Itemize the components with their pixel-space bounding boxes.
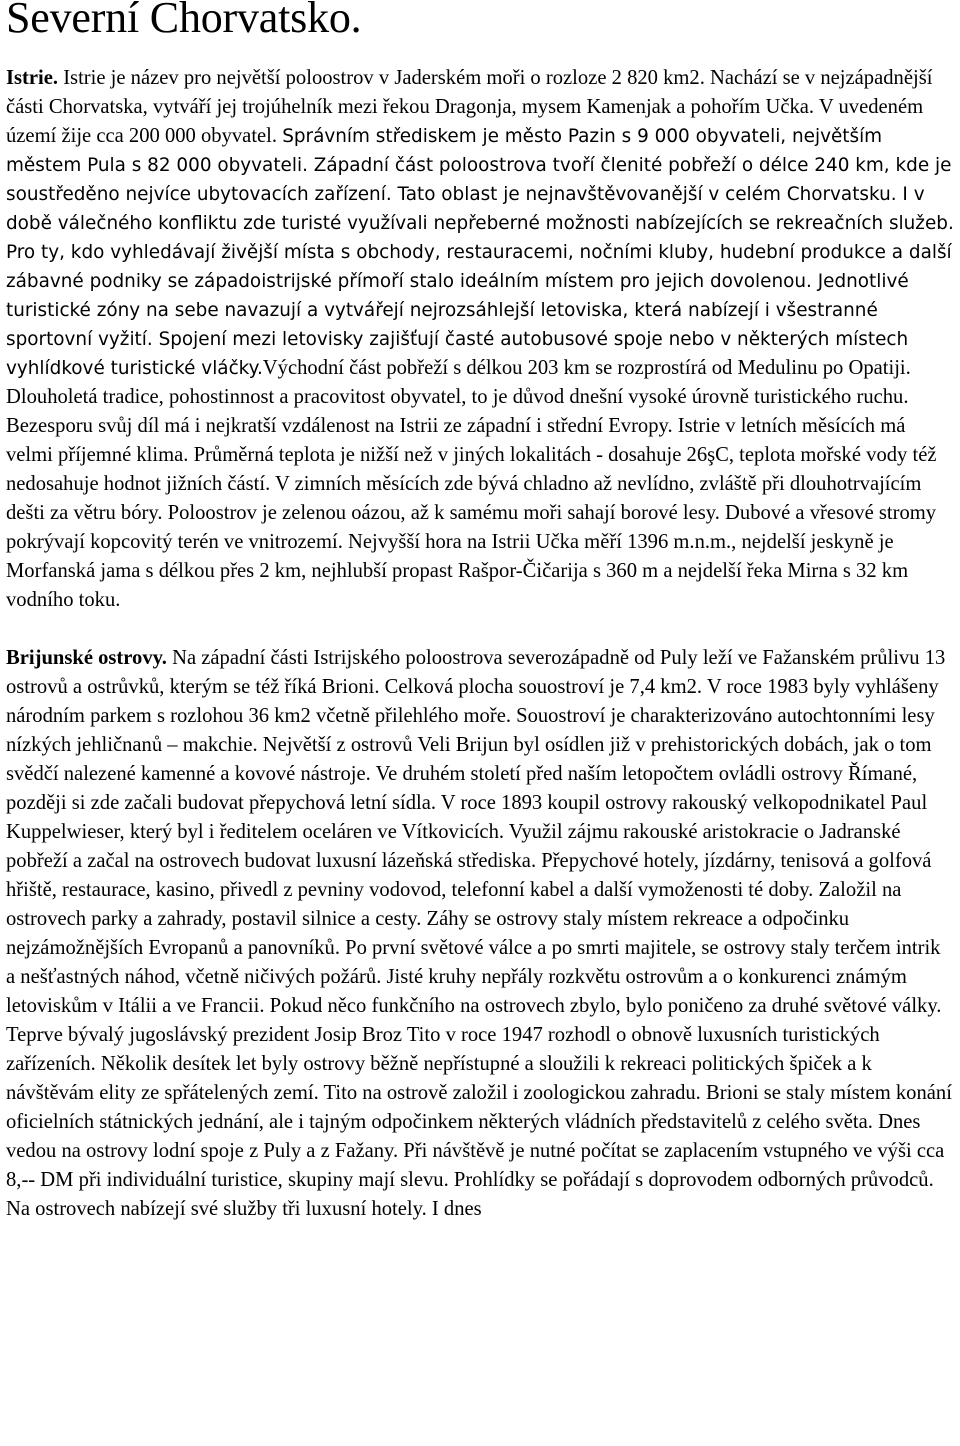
page-title: Severní Chorvatsko. [6, 0, 362, 42]
document-page [6, 0, 954, 1224]
brijuni-heading: Brijunské ostrovy. [6, 647, 167, 669]
istrie-text-east-coast: Východní část pobřeží s délkou 203 km se rozprostírá od Medulinu po Opatiji. Dlouholetá tradice, pohostinnost a pracovitost obyvatel, to je důvod dnešní vysoké úrovně turistického ruchu. Bezesporu svůj díl má i nejkratší vzdálenost na Istrii ze západní i střední Evropy. Istrie v letních měsících má velmi příjemné klima. Průměrná teplota je nižší než v jiných lokalitách - dosahuje 26şC, teplota mořské vody též nedosahuje hodnot jižních částí. V zimních měsících zde bývá chladno až nevlídno, zvláště při dlouhotrvajícím dešti za větru bóry. Poloostrov je zelenou oázou, až k samému moři sahají borové lesy. Dubové a vřesové stromy pokrývají kopcovitý terén ve vnitrozemí. Nejvyšší hora na Istrii Učka měří 1396 m.n.m., nejdelší jeskyně je Morfanská jama s délkou přes 2 km, nejhlubší propast Rašpor-Čičarija s 360 m a nejdelší řeka Mirna s 32 km vodního toku. [6, 357, 937, 611]
brijuni-text: Na západní části Istrijského poloostrova severozápadně od Puly leží ve Fažanském průlivu 13 ostrovů a ostrůvků, kterým se též říká Brioni. Celková plocha souostroví je 7,4 km2. V roce 1983 byly vyhlášeny národním parkem s rozlohou 36 km2 včetně přilehlého moře. Souostroví je charakterizováno autochtonními lesy nízkých jehličnanů – makchie. Největší z ostrovů Veli Brijun byl osídlen již v prehistorických dobách, jak o tom svědčí nalezené kamenné a kovové nástroje. Ve druhém století před naším letopočtem ovládli ostrovy Římané, později si zde začali budovat přepychová letní sídla. V roce 1893 koupil ostrovy rakouský velkopodnikatel Paul Kuppelwieser, který byl i ředitelem oceláren ve Vítkovicích. Využil zájmu rakouské aristokracie o Jadranské pobřeží a začal na ostrovech budovat luxusní lázeňská střediska. Přepychové hotely, jízdárny, tenisová a golfová hřiště, restaurace, kasino, přivedl z pevniny vodovod, telefonní kabel a další vymoženosti té doby. Založil na ostrovech parky a zahrady, postavil silnice a cesty. Záhy se ostrovy staly místem rekreace a odpočinku nejzámožnějších Evropanů a panovníků. Po první světové válce a po smrti majitele, se ostrovy staly terčem intrik a nešťastných náhod, včetně ničivých požárů. Jisté kruhy nepřály rozkvětu ostrovům a o konkurenci známým letoviskům v Itálii a ve Francii. Pokud něco funkčního na ostrovech zbylo, bylo poničeno za druhé světové války. Teprve bývalý jugoslávský prezident Josip Broz Tito v roce 1947 rozhodl o obnově luxusních turistických zařízeních. Několik desítek let byly ostrovy běžně nepřístupné a sloužili k rekreaci politických špiček a k návštěvám elity ze spřátelených zemí. Tito na ostrově založil i zoologickou zahradu. Brioni se staly místem konání oficielních státnických jednání, ale i tajným odpočinkem některých vládních představitelů z celého světa. Dnes vedou na ostrovy lodní spoje z Puly a z Fažany. Při návštěvě je nutné počítat se zaplacením vstupného ve výši cca 8,-- DM při individuální turistice, skupiny mají slevu. Prohlídky se pořádají s doprovodem odborných průvodců. Na ostrovech nabízejí své služby tři luxusní hotely. I dnes [6, 647, 952, 1220]
istrie-text-west-coast: Správním střediskem je město Pazin s 9 000 obyvateli, největším městem Pula s 82 000 obyvateli. Západní část poloostrova tvoří členité pobřeží o délce 240 km, kde je soustředěno nejvíce ubytovacích zařízení. Tato oblast je nejnavštěvovanější v celém Chorvatsku. I v době válečného konfliktu zde turisté využívali nepřeberné možnosti nabízejících se rekreačních služeb. Pro ty, kdo vyhledávají živější místa s obchody, restauracemi, nočními kluby, hudební produkce a další zábavné podniky se západoistrijské přímoří stalo ideálním místem pro jejich dovolenou. Jednotlivé turistické zóny na sebe navazují a vytvářejí nejrozsáhlejší letoviska, která nabízejí i všestranné sportovní vyžití. Spojení mezi letovisky zajišťují časté autobusové spoje nebo v některých místech vyhlídkové turistické vláčky. [6, 126, 954, 379]
brijuni-paragraph [6, 644, 954, 1224]
istrie-paragraph [6, 64, 954, 615]
istrie-heading: Istrie. [6, 67, 59, 89]
istrie-text-intro: Istrie je název pro největší poloostrov v Jaderském moři o rozloze 2 820 km2. Nachází se v nejzápadnější části Chorvatska, vytváří jej trojúhelník mezi řekou Dragonja, mysem Kamenjak a pohořím Učka. V uvedeném území žije cca 200 000 obyvatel. [6, 67, 933, 147]
